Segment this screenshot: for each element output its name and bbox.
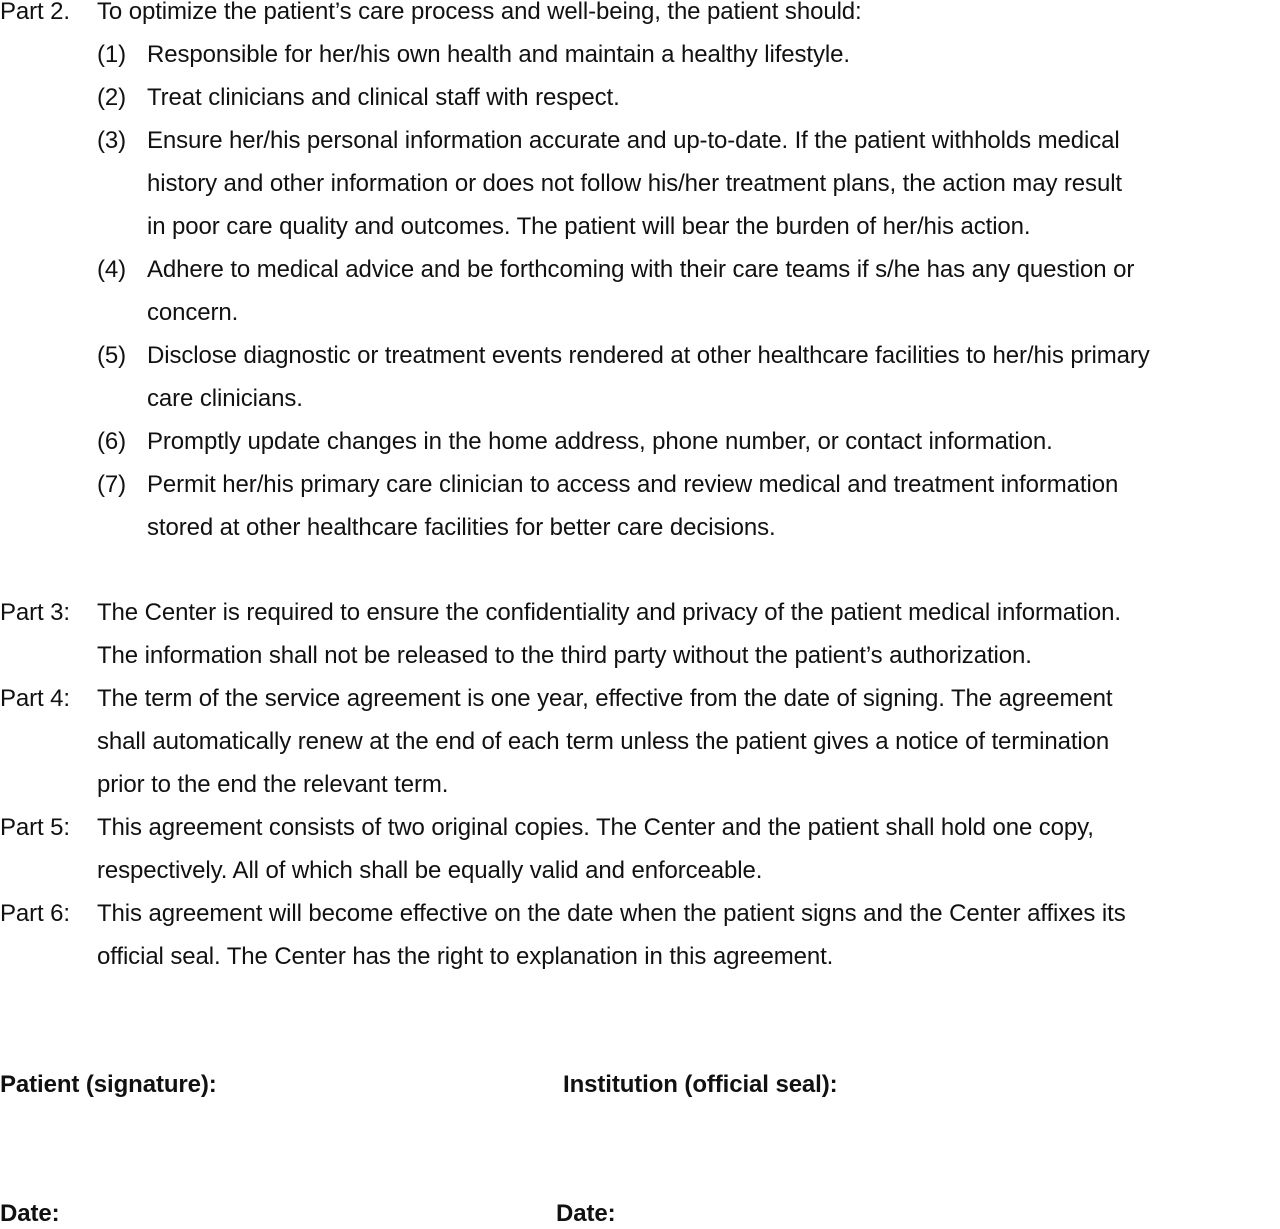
item-text: Adhere to medical advice and be forthcoming with their care teams if s/he has any question or	[147, 256, 1135, 283]
item-number: (2)	[97, 84, 127, 111]
item-text: Responsible for her/his own health and maintain a healthy lifestyle.	[147, 41, 850, 68]
part-5-text: This agreement consists of two original copies. The Center and the patient shall hold one copy,	[97, 814, 1094, 841]
part-3-text: The information shall not be released to the third party without the patient’s authorization.	[97, 642, 1032, 669]
part-5-text: respectively. All of which shall be equally valid and enforceable.	[97, 857, 763, 884]
item-number: (4)	[97, 256, 127, 283]
item-text: concern.	[147, 299, 239, 326]
item-text: Permit her/his primary care clinician to access and review medical and treatment information	[147, 471, 1119, 498]
patient-signature-label: Patient (signature):	[0, 1071, 217, 1098]
item-text: care clinicians.	[147, 385, 303, 412]
part-2-label: Part 2.	[0, 0, 70, 25]
part-4-text: prior to the end the relevant term.	[97, 771, 449, 798]
part-3-label: Part 3:	[0, 599, 70, 626]
item-number: (1)	[97, 41, 127, 68]
part-4-text: The term of the service agreement is one year, effective from the date of signing. The agreement	[97, 685, 1113, 712]
part-5-label: Part 5:	[0, 814, 70, 841]
item-number: (7)	[97, 471, 127, 498]
part-2-intro: To optimize the patient’s care process and well-being, the patient should:	[97, 0, 862, 25]
patient-date-label: Date:	[0, 1200, 60, 1227]
part-4-label: Part 4:	[0, 685, 70, 712]
part-3-text: The Center is required to ensure the confidentiality and privacy of the patient medical information.	[97, 599, 1121, 626]
item-text: Promptly update changes in the home address, phone number, or contact information.	[147, 428, 1053, 455]
item-text: Disclose diagnostic or treatment events rendered at other healthcare facilities to her/his primary	[147, 342, 1150, 369]
part-6-text: official seal. The Center has the right to explanation in this agreement.	[97, 943, 834, 970]
item-text: Treat clinicians and clinical staff with respect.	[147, 84, 620, 111]
item-text: Ensure her/his personal information accurate and up-to-date. If the patient withholds medical	[147, 127, 1120, 154]
part-6-text: This agreement will become effective on the date when the patient signs and the Center affixes its	[97, 900, 1126, 927]
item-number: (3)	[97, 127, 127, 154]
item-text: history and other information or does not follow his/her treatment plans, the action may result	[147, 170, 1123, 197]
item-number: (6)	[97, 428, 127, 455]
item-number: (5)	[97, 342, 127, 369]
institution-date-label: Date:	[556, 1200, 616, 1227]
institution-seal-label: Institution (official seal):	[563, 1071, 838, 1098]
part-6-label: Part 6:	[0, 900, 70, 927]
item-text: stored at other healthcare facilities for better care decisions.	[147, 514, 776, 541]
part-4-text: shall automatically renew at the end of each term unless the patient gives a notice of termination	[97, 728, 1110, 755]
item-text: in poor care quality and outcomes. The patient will bear the burden of her/his action.	[147, 213, 1031, 240]
